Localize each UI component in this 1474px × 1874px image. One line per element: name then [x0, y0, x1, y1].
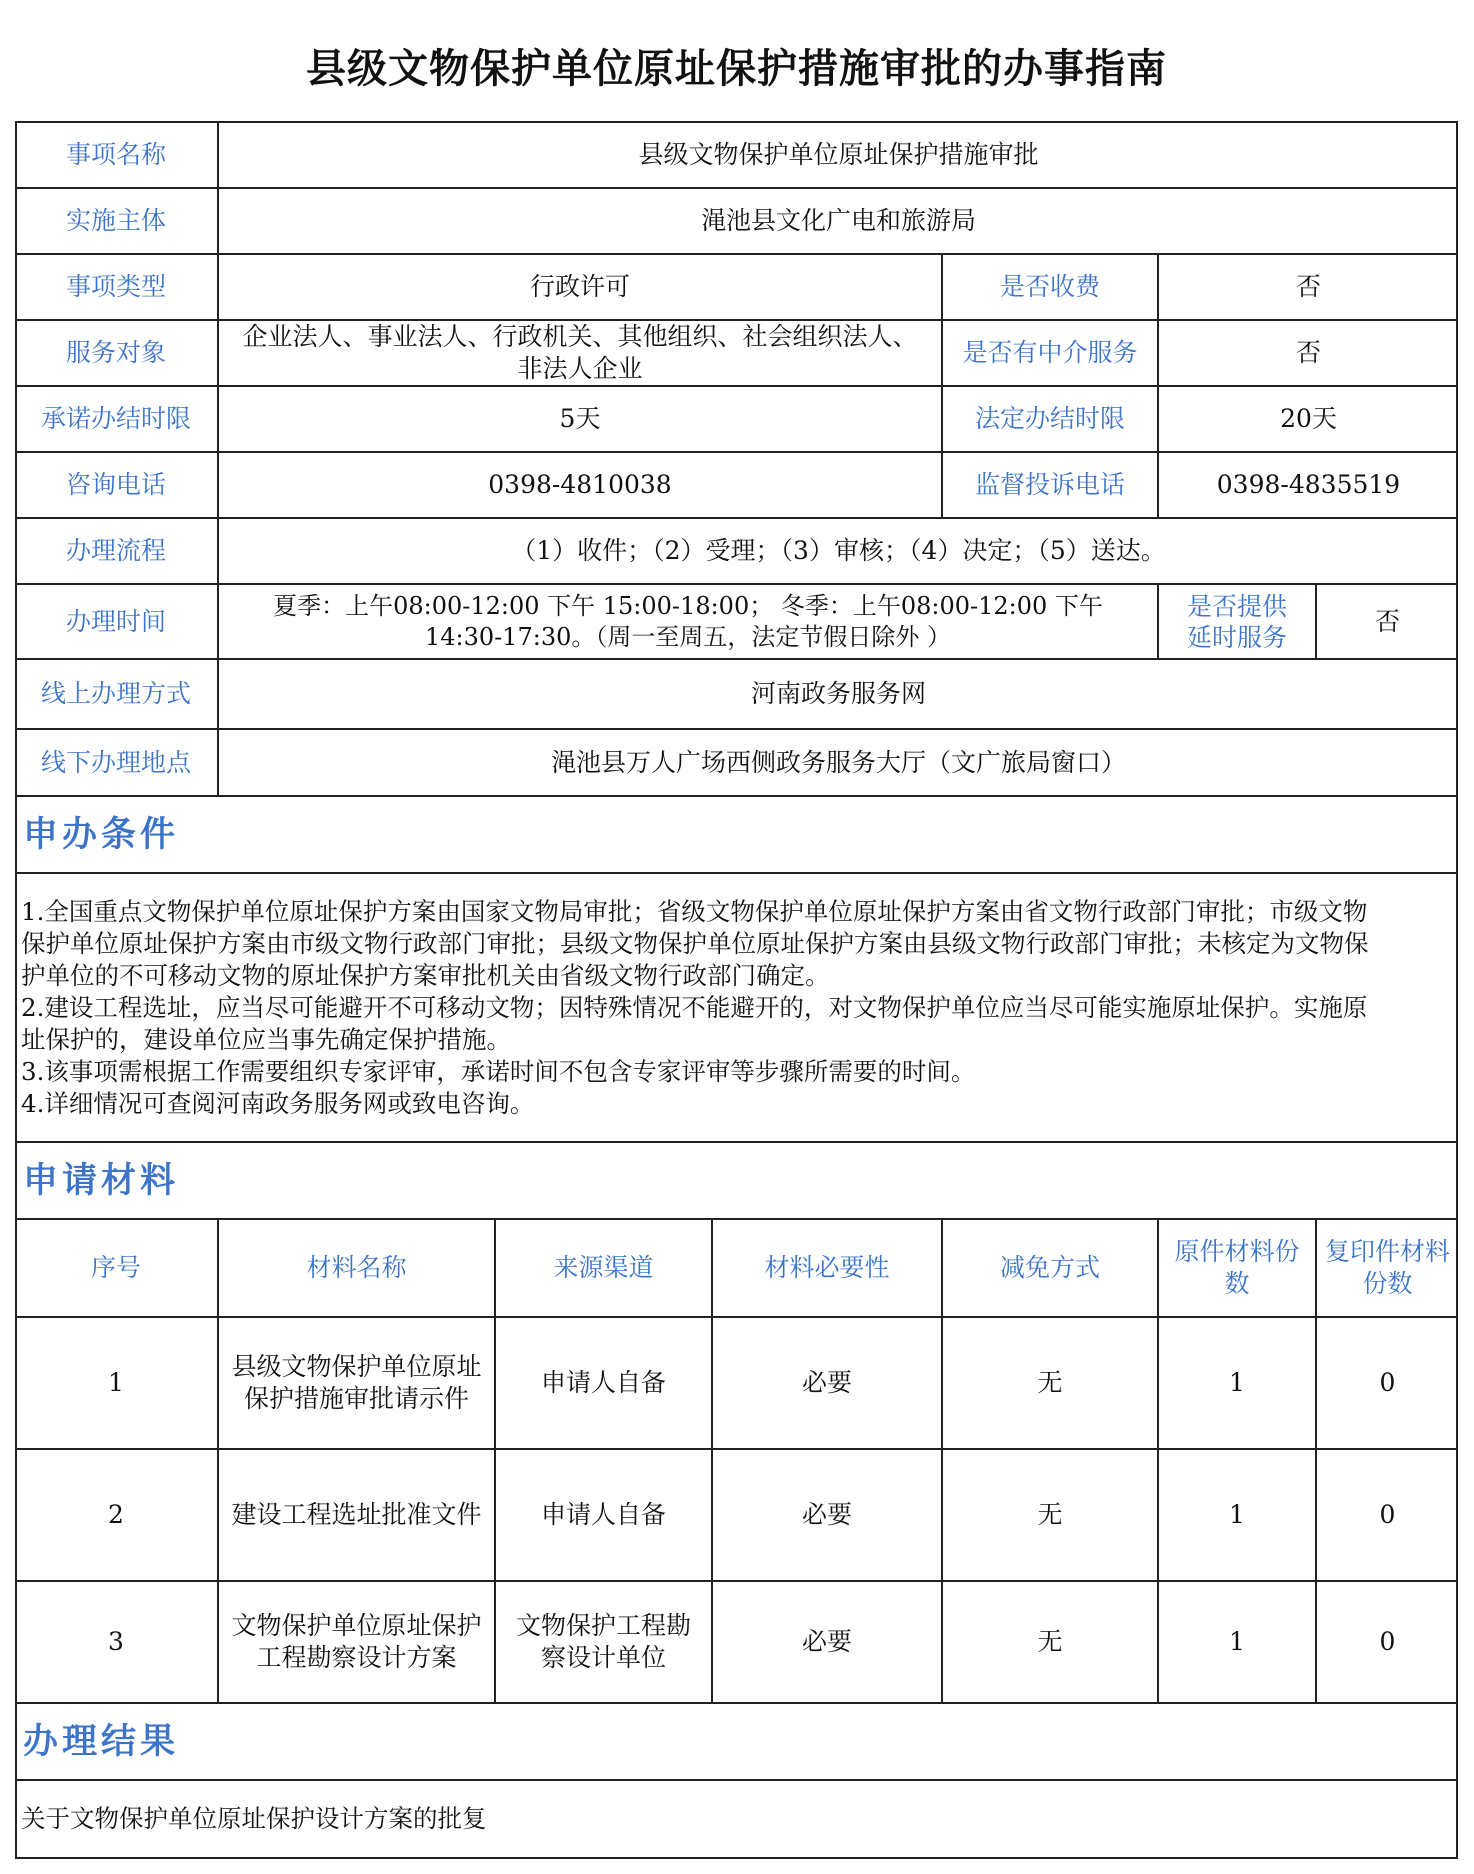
hours-label: 办理时间	[65, 606, 166, 636]
item-name-value: 县级文物保护单位原址保护措施审批	[217, 122, 1458, 188]
conditions-lines	[21, 896, 1458, 1120]
row-1-necessity: 必要	[711, 1317, 941, 1449]
offline-value: 渑池县万人广场西侧政务服务大厅（文广旅局窗口）	[217, 729, 1458, 796]
result-text: 关于文物保护单位原址保护设计方案的批复	[21, 1803, 487, 1833]
type-label: 事项类型	[65, 272, 166, 301]
complaint-value: 0398-4835519	[1157, 452, 1458, 518]
materials-heading: 申请材料	[23, 1160, 180, 1201]
condition-line: 护单位的不可移动文物的原址保护方案审批机关由省级文物行政部门确定。	[21, 960, 830, 990]
promise-label: 承诺办结时限	[40, 404, 191, 433]
condition-line: 址保护的，建设单位应当事先确定保护措施。	[21, 1024, 511, 1054]
phone-value: 0398-4810038	[217, 452, 941, 518]
row-3-orig: 1	[1157, 1581, 1315, 1703]
row-1-no: 1	[108, 1368, 124, 1397]
row-2-necessity: 必要	[711, 1449, 941, 1581]
col-orig-header-line-2: 数	[1224, 1269, 1250, 1298]
delay-value: 否	[1315, 584, 1458, 659]
row-1-copy: 0	[1315, 1317, 1458, 1449]
row-3-no: 3	[108, 1627, 124, 1656]
col-necessity-header: 材料必要性	[711, 1219, 941, 1317]
row-3-source	[494, 1581, 711, 1703]
condition-line: 2.建设工程选址，应当尽可能避开不可移动文物；因特殊情况不能避开的，对文物保护单位应当尽可能实施原址保护。实施原	[21, 992, 1368, 1022]
subject-value: 渑池县文化广电和旅游局	[217, 188, 1458, 254]
condition-line: 保护单位原址保护方案由市级文物行政部门审批；县级文物保护单位原址保护方案由县级文物行政部门审批；未核定为文物保	[21, 928, 1369, 958]
col-source-header: 来源渠道	[494, 1219, 711, 1317]
type-value: 行政许可	[217, 254, 941, 320]
delay-label-line-2: 延时服务	[1186, 622, 1287, 652]
col-copy-header-line-1: 复印件材料	[1324, 1237, 1450, 1266]
row-2-copy: 0	[1315, 1449, 1458, 1581]
row-3-name-line-1: 文物保护单位原址保护	[231, 1611, 482, 1640]
condition-line: 1.全国重点文物保护单位原址保护方案由国家文物局审批；省级文物保护单位原址保护方案由省文物行政部门审批；市级文物	[21, 896, 1368, 926]
row-1-source: 申请人自备	[494, 1317, 711, 1449]
fee-label: 是否收费	[941, 254, 1157, 320]
row-3-copy: 0	[1315, 1581, 1458, 1703]
legal-value: 20天	[1157, 386, 1458, 452]
col-name-header: 材料名称	[217, 1219, 494, 1317]
row-3-necessity: 必要	[711, 1581, 941, 1703]
online-label: 线上办理方式	[40, 679, 191, 708]
agency-value: 否	[1157, 320, 1458, 386]
col-copy-header-line-2: 份数	[1362, 1269, 1413, 1298]
row-1-name-line-1: 县级文物保护单位原址	[231, 1352, 482, 1381]
agency-label: 是否有中介服务	[941, 320, 1157, 386]
row-1-name-line-2: 保护措施审批请示件	[243, 1384, 469, 1413]
offline-label: 线下办理地点	[40, 747, 191, 777]
online-value: 河南政务服务网	[217, 659, 1458, 729]
frame-bottom	[15, 1857, 1458, 1859]
guide-document	[15, 15, 1458, 1859]
phone-label: 咨询电话	[65, 470, 166, 499]
complaint-label: 监督投诉电话	[941, 452, 1157, 518]
row-1-name	[217, 1317, 494, 1449]
col-no-header: 序号	[90, 1253, 141, 1282]
delay-label-line-1: 是否提供	[1186, 591, 1287, 621]
process-label: 办理流程	[65, 536, 166, 565]
col-orig-header	[1157, 1219, 1315, 1317]
row-2-name: 建设工程选址批准文件	[217, 1449, 494, 1581]
row-2-no: 2	[108, 1500, 124, 1529]
row-2-source: 申请人自备	[494, 1449, 711, 1581]
subject-label: 实施主体	[65, 206, 166, 235]
delay-label	[1157, 584, 1315, 659]
target-label: 服务对象	[65, 338, 166, 367]
row-2-orig: 1	[1157, 1449, 1315, 1581]
row-1-orig: 1	[1157, 1317, 1315, 1449]
process-value: （1）收件；（2）受理；（3）审核；（4）决定；（5）送达。	[217, 518, 1458, 584]
page-title: 县级文物保护单位原址保护措施审批的办事指南	[306, 45, 1167, 92]
col-orig-header-line-1: 原件材料份	[1174, 1237, 1300, 1266]
item-name-label: 事项名称	[65, 140, 166, 169]
hours-line-1: 夏季：上午08:00-12:00 下午 15:00-18:00； 冬季：上午08:00-12:00 下午	[273, 591, 1103, 620]
conditions-text	[15, 873, 1458, 1142]
hours-value	[217, 584, 1157, 659]
target-value: 企业法人、事业法人、行政机关、其他组织、社会组织法人、非法人企业	[217, 320, 941, 386]
row-3-source-line-2: 察设计单位	[540, 1643, 666, 1672]
hours-line-2: 14:30-17:30。（周一至周五，法定节假日除外 ）	[424, 622, 952, 651]
row-3-reduce: 无	[941, 1581, 1157, 1703]
col-reduce-header: 减免方式	[941, 1219, 1157, 1317]
row-2-reduce: 无	[941, 1449, 1157, 1581]
condition-line: 4.详细情况可查阅河南政务服务网或致电咨询。	[21, 1088, 535, 1118]
col-copy-header	[1315, 1219, 1458, 1317]
row-3-source-line-1: 文物保护工程勘	[515, 1611, 691, 1640]
row-3-name-line-2: 工程勘察设计方案	[256, 1643, 457, 1672]
conditions-heading: 申办条件	[23, 814, 180, 855]
row-3-name	[217, 1581, 494, 1703]
result-heading: 办理结果	[23, 1721, 180, 1762]
row-1-reduce: 无	[941, 1317, 1157, 1449]
fee-value: 否	[1157, 254, 1458, 320]
legal-label: 法定办结时限	[941, 386, 1157, 452]
condition-line: 3.该事项需根据工作需要组织专家评审，承诺时间不包含专家评审等步骤所需要的时间。	[21, 1056, 976, 1086]
promise-value: 5天	[217, 386, 941, 452]
